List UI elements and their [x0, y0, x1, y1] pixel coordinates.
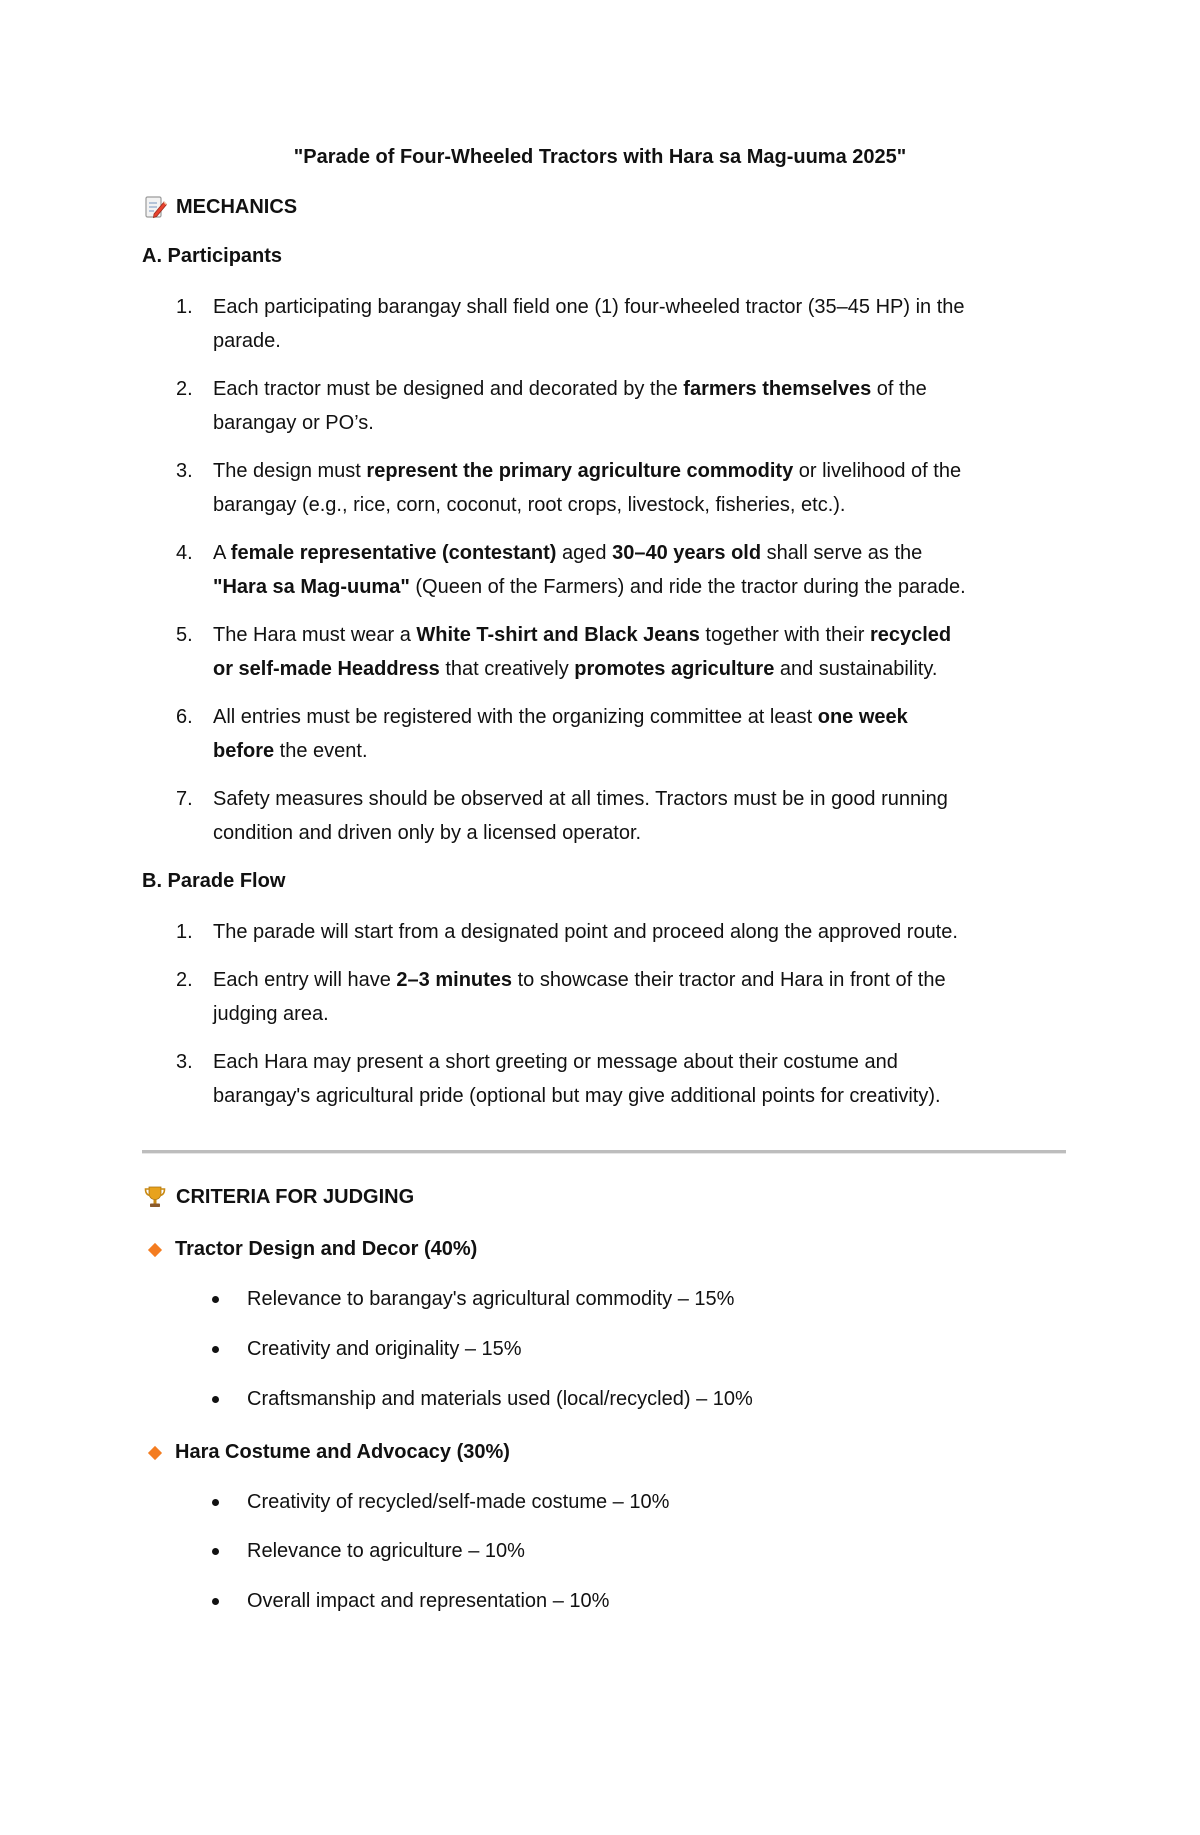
text-run: Each Hara may present a short greeting or message about their costume and	[213, 1051, 898, 1073]
text-run: barangay's agricultural pride (optional but may give additional points for creativity).	[213, 1085, 941, 1107]
parade-flow-heading: B. Parade Flow	[142, 870, 286, 892]
criteria-bullet	[212, 1388, 753, 1411]
text-run: Safety measures should be observed at all times. Tractors must be in good running	[213, 788, 948, 810]
criteria-group-title: Hara Costume and Advocacy (30%)	[175, 1441, 510, 1463]
criteria-bullet-text: Overall impact and representation – 10%	[247, 1590, 610, 1612]
text-run: that creatively	[439, 658, 575, 680]
bold-text-run: 2–3 minutes	[396, 969, 513, 991]
text-run: and sustainability.	[774, 658, 938, 680]
text-run: barangay or PO’s.	[213, 412, 374, 434]
item-text	[213, 618, 1076, 686]
bold-text-run: female representative (contestant)	[230, 542, 557, 564]
criteria-bullet-text: Creativity of recycled/self-made costume – 10%	[247, 1491, 670, 1513]
text-run: Each participating barangay shall field one (1) four-wheeled tractor (35–45 HP) in the	[213, 296, 965, 318]
text-run: of the	[871, 378, 927, 400]
bold-text-run: 30–40 years old	[612, 542, 762, 564]
text-run: The design must	[213, 460, 367, 482]
criteria-bullet-text: Craftsmanship and materials used (local/recycled) – 10%	[247, 1388, 753, 1410]
bold-text-run: before	[213, 740, 275, 762]
text-run: Each entry will have	[213, 969, 397, 991]
criteria-bullet	[212, 1491, 669, 1514]
item-text	[213, 290, 1076, 358]
parade-flow-item	[176, 963, 1076, 1031]
criteria-group-heading	[150, 1238, 477, 1261]
item-number: 7.	[176, 788, 193, 810]
item-number: 1.	[176, 921, 193, 943]
section-divider	[142, 1150, 1066, 1154]
memo-icon	[142, 194, 168, 220]
criteria-bullet	[212, 1590, 609, 1613]
participant-item	[176, 782, 1076, 850]
text-run: shall serve as the	[761, 542, 923, 564]
text-run: or livelihood of the	[793, 460, 962, 482]
criteria-bullet	[212, 1540, 525, 1563]
item-text	[213, 915, 1076, 949]
criteria-bullet-text: Relevance to barangay's agricultural commodity – 15%	[247, 1288, 735, 1310]
item-text	[213, 454, 1076, 522]
mechanics-heading	[142, 194, 297, 220]
text-run: judging area.	[213, 1003, 329, 1025]
text-run: The parade will start from a designated point and proceed along the approved route.	[213, 921, 958, 943]
criteria-heading	[142, 1184, 414, 1210]
bullet-dot-icon	[212, 1499, 219, 1506]
text-run: aged	[556, 542, 613, 564]
text-run: Each tractor must be designed and decorated by the	[213, 378, 684, 400]
text-run: barangay (e.g., rice, corn, coconut, root crops, livestock, fisheries, etc.).	[213, 494, 846, 516]
text-run: the event.	[274, 740, 368, 762]
diamond-bullet-icon	[148, 1242, 162, 1256]
criteria-bullet	[212, 1338, 522, 1361]
text-run: condition and driven only by a licensed operator.	[213, 822, 642, 844]
document-title: "Parade of Four-Wheeled Tractors with Hara sa Mag-uuma 2025"	[293, 146, 907, 168]
bullet-dot-icon	[212, 1598, 219, 1605]
bold-text-run: recycled	[869, 624, 952, 646]
text-run: parade.	[213, 330, 281, 352]
criteria-bullet-text: Creativity and originality – 15%	[247, 1338, 522, 1360]
item-number: 1.	[176, 296, 193, 318]
item-number: 2.	[176, 969, 193, 991]
bullet-dot-icon	[212, 1548, 219, 1555]
diamond-bullet-icon	[148, 1445, 162, 1459]
parade-flow-item	[176, 915, 1076, 949]
bullet-dot-icon	[212, 1296, 219, 1303]
item-number: 3.	[176, 460, 193, 482]
item-text	[213, 782, 1076, 850]
bold-text-run: or self-made Headdress	[213, 658, 440, 680]
text-run: All entries must be registered with the organizing committee at least	[213, 706, 818, 728]
bold-text-run: one week	[817, 706, 908, 728]
item-number: 2.	[176, 378, 193, 400]
bold-text-run: represent the primary agriculture commodity	[366, 460, 794, 482]
participant-item	[176, 618, 1076, 686]
item-number: 6.	[176, 706, 193, 728]
criteria-bullet	[212, 1288, 734, 1311]
item-text	[213, 536, 1076, 604]
item-text	[213, 700, 1076, 768]
criteria-bullet-text: Relevance to agriculture – 10%	[247, 1540, 525, 1562]
text-run: to showcase their tractor and Hara in front of the	[512, 969, 946, 991]
item-number: 4.	[176, 542, 193, 564]
bold-text-run: "Hara sa Mag-uuma"	[213, 576, 410, 598]
item-number: 5.	[176, 624, 193, 646]
mechanics-heading-text: MECHANICS	[176, 195, 298, 218]
participant-item	[176, 372, 1076, 440]
participants-heading: A. Participants	[142, 245, 283, 267]
text-run: A	[213, 542, 231, 564]
item-text	[213, 372, 1076, 440]
item-text	[213, 1045, 1076, 1113]
text-run: The Hara must wear a	[213, 624, 417, 646]
criteria-heading-text: CRITERIA FOR JUDGING	[176, 1185, 415, 1208]
participant-item	[176, 700, 1076, 768]
criteria-group-heading	[150, 1441, 510, 1464]
item-text	[213, 963, 1076, 1031]
bold-text-run: promotes agriculture	[574, 658, 775, 680]
participant-item	[176, 290, 1076, 358]
parade-flow-item	[176, 1045, 1076, 1113]
text-run: together with their	[699, 624, 870, 646]
participant-item	[176, 536, 1076, 604]
trophy-icon	[142, 1184, 168, 1210]
bullet-dot-icon	[212, 1346, 219, 1353]
bold-text-run: White T-shirt and Black Jeans	[416, 624, 700, 646]
criteria-group-title: Tractor Design and Decor (40%)	[175, 1238, 478, 1260]
bold-text-run: farmers themselves	[683, 378, 872, 400]
participant-item	[176, 454, 1076, 522]
item-number: 3.	[176, 1051, 193, 1073]
text-run: (Queen of the Farmers) and ride the tractor during the parade.	[409, 576, 966, 598]
bullet-dot-icon	[212, 1396, 219, 1403]
